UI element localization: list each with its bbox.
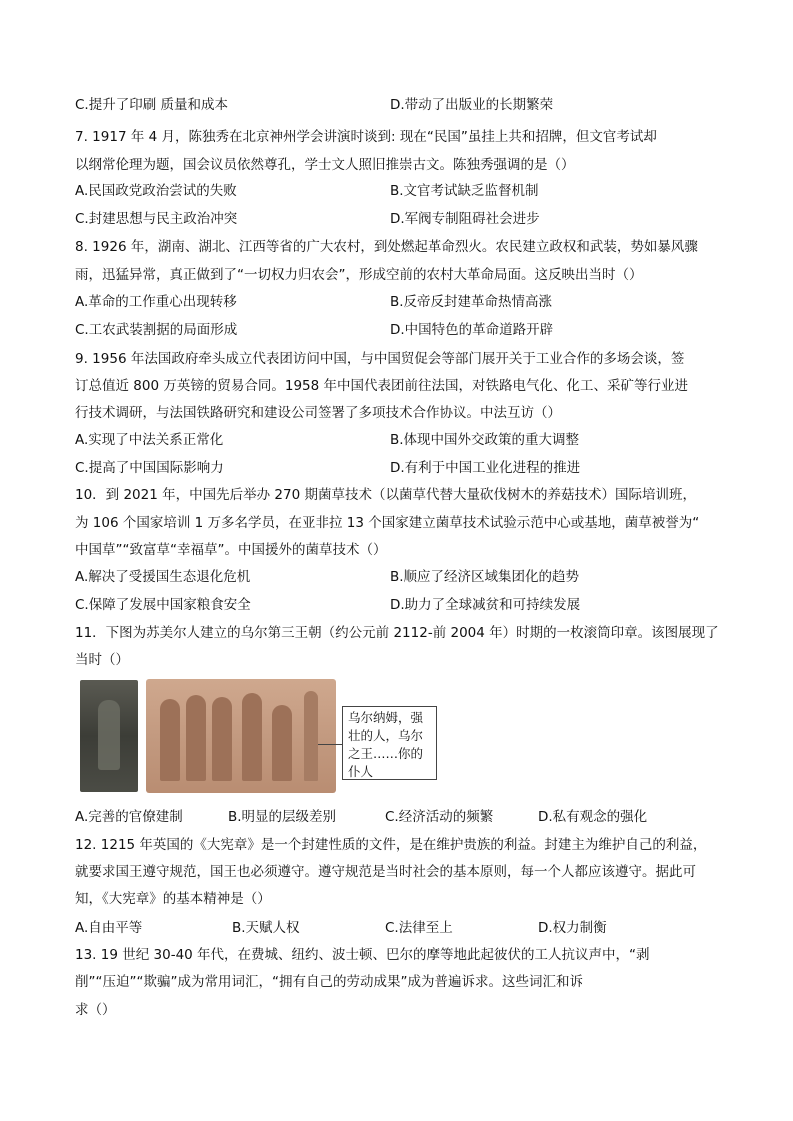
q10-option-c: C.保障了发展中国家粮食安全 bbox=[75, 597, 251, 613]
q11-option-c: C.经济活动的频繁 bbox=[385, 809, 494, 825]
q11-stem-line1: 11．下图为苏美尔人建立的乌尔第三王朝（约公元前 2112-前 2004 年）时期的一枚滚筒印章。该图展现了 bbox=[75, 625, 719, 641]
seal-inscription-callout: 乌尔纳姆，强壮的人，乌尔之王……你的仆人 bbox=[342, 706, 437, 780]
q10-stem-line1: 10．到 2021 年，中国先后举办 270 期菌草技术（以菌草代替大量砍伐树木的养菇技术）国际培训班， bbox=[75, 487, 696, 503]
q8-option-d: D.中国特色的革命道路开辟 bbox=[390, 322, 554, 338]
q11-option-b: B.明显的层级差别 bbox=[228, 809, 337, 825]
q12-option-a: A.自由平等 bbox=[75, 920, 143, 936]
q12-stem-line1: 12. 1215 年英国的《大宪章》是一个封建性质的文件，是在维护贵族的利益。封建主为维护自己的利益， bbox=[75, 837, 707, 853]
q7-option-c: C.封建思想与民主政治冲突 bbox=[75, 211, 238, 227]
q10-stem-line2: 为 106 个国家培训 1 万多名学员，在亚非拉 13 个国家建立菌草技术试验示范中心或基地，菌草被誉为“ bbox=[75, 515, 700, 531]
q7-option-b: B.文官考试缺乏监督机制 bbox=[390, 183, 539, 199]
q11-option-d: D.私有观念的强化 bbox=[538, 809, 648, 825]
q12-option-d: D.权力制衡 bbox=[538, 920, 607, 936]
q8-stem-line1: 8. 1926 年，湖南、湖北、江西等省的广大农村，到处燃起革命烈火。农民建立政权和武装，势如暴风骤 bbox=[75, 239, 698, 255]
seal-impression-photo bbox=[146, 679, 336, 793]
q7-stem-line1: 7. 1917 年 4 月，陈独秀在北京神州学会讲演时谈到: 现在“民国”虽挂上共和招牌，但文官考试却 bbox=[75, 129, 657, 145]
q11-option-a: A.完善的官僚建制 bbox=[75, 809, 183, 825]
q6-option-d: D.带动了出版业的长期繁荣 bbox=[390, 97, 554, 113]
q6-option-c: C.提升了印刷 质量和成本 bbox=[75, 97, 229, 113]
q9-stem-line3: 行技术调研，与法国铁路研究和建设公司签署了多项技术合作协议。中法互访（） bbox=[75, 405, 561, 421]
q13-stem-line3: 求（） bbox=[75, 1002, 116, 1018]
q10-stem-line3: 中国草”“致富草“幸福草”。中国援外的菌草技术（） bbox=[75, 542, 387, 558]
cylinder-seal-photo bbox=[80, 680, 138, 792]
q9-option-d: D.有利于中国工业化进程的推进 bbox=[390, 460, 581, 476]
q7-option-d: D.军阀专制阻碍社会进步 bbox=[390, 211, 540, 227]
q7-option-a: A.民国政党政治尝试的失败 bbox=[75, 183, 237, 199]
q8-option-a: A.革命的工作重心出现转移 bbox=[75, 294, 237, 310]
q10-option-d: D.助力了全球减贫和可持续发展 bbox=[390, 597, 581, 613]
q9-option-c: C.提高了中国国际影响力 bbox=[75, 460, 224, 476]
q11-stem-line2: 当时（） bbox=[75, 652, 129, 668]
q13-stem-line2: 削”“压迫”“欺骗”成为常用词汇，“拥有自己的劳动成果”成为普遍诉求。这些词汇和诉 bbox=[75, 974, 583, 990]
q7-stem-line2: 以纲常伦理为题，国会议员依然尊孔，学士文人照旧推崇古文。陈独秀强调的是（） bbox=[75, 157, 575, 173]
q12-stem-line2: 就要求国王遵守规范，国王也必须遵守。遵守规范是当时社会的基本原则，每一个人都应该遵守。据此可 bbox=[75, 864, 696, 880]
q8-stem-line2: 雨，迅猛异常，真正做到了“一切权力归农会”，形成空前的农村大革命局面。这反映出当时（） bbox=[75, 267, 643, 283]
q12-option-b: B.天赋人权 bbox=[232, 920, 300, 936]
callout-pointer bbox=[318, 744, 342, 745]
q12-option-c: C.法律至上 bbox=[385, 920, 453, 936]
q8-option-b: B.反帝反封建革命热情高涨 bbox=[390, 294, 553, 310]
q9-stem-line2: 订总值近 800 万英镑的贸易合同。1958 年中国代表团前往法国，对铁路电气化、化工、采矿等行业进 bbox=[75, 378, 688, 394]
q9-stem-line1: 9. 1956 年法国政府牵头成立代表团访问中国，与中国贸促会等部门展开关于工业合作的多场会谈，签 bbox=[75, 351, 685, 367]
q12-stem-line3: 知，《大宪章》的基本精神是（） bbox=[75, 891, 271, 907]
q9-option-a: A.实现了中法关系正常化 bbox=[75, 432, 224, 448]
q10-option-b: B.顺应了经济区域集团化的趋势 bbox=[390, 569, 580, 585]
q9-option-b: B.体现中国外交政策的重大调整 bbox=[390, 432, 580, 448]
q8-option-c: C.工农武装割据的局面形成 bbox=[75, 322, 238, 338]
q10-option-a: A.解决了受援国生态退化危机 bbox=[75, 569, 251, 585]
q13-stem-line1: 13. 19 世纪 30-40 年代，在费城、纽约、波士顿、巴尔的摩等地此起彼伏的工人抗议声中，“剥 bbox=[75, 947, 650, 963]
